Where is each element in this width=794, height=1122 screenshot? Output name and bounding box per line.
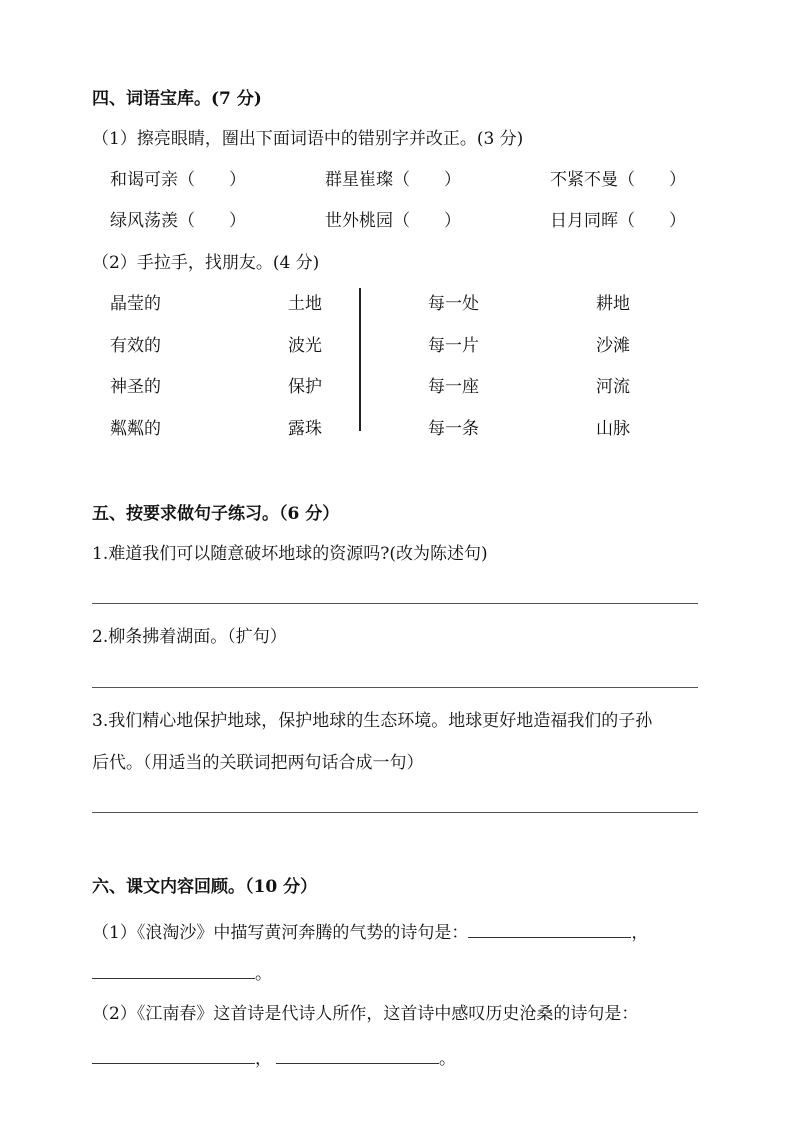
- word-item: 世外桃园（ ）: [325, 211, 461, 231]
- match-right-a: 每一条: [428, 419, 479, 439]
- section-4-q2-prompt: （2）手拉手，找朋友。(4 分): [92, 253, 320, 273]
- section-4-q1-prompt: （1）擦亮眼睛，圈出下面词语中的错别字并改正。(3 分): [92, 129, 524, 149]
- match-left-b: 土地: [288, 294, 322, 314]
- match-left-a: 晶莹的: [110, 294, 161, 314]
- match-right-b: 山脉: [596, 419, 630, 439]
- column-divider: [359, 288, 361, 431]
- match-left-b: 保护: [288, 377, 322, 397]
- fill-blank[interactable]: [276, 1048, 439, 1064]
- answer-line-3[interactable]: [92, 812, 698, 813]
- match-right-b: 耕地: [596, 294, 630, 314]
- section-5-q3-line2: 后代。（用适当的关联词把两句话合成一句）: [92, 753, 424, 773]
- word-item: 绿风荡羡（ ）: [110, 211, 246, 231]
- separator: ，: [255, 1049, 272, 1069]
- match-left-a: 神圣的: [110, 377, 161, 397]
- match-right-a: 每一座: [428, 377, 479, 397]
- match-left-a: 有效的: [110, 336, 161, 356]
- fill-blank[interactable]: [92, 1048, 255, 1064]
- section-6-q1-cont: [92, 963, 272, 983]
- match-left-b: 波光: [288, 336, 322, 356]
- section-5-q3-line1: 3.我们精心地保护地球，保护地球的生态环境。地球更好地造福我们的子孙: [92, 711, 653, 731]
- section-6-q2-cont: [92, 1048, 456, 1068]
- answer-line-2[interactable]: [92, 687, 698, 688]
- match-left-b: 露珠: [288, 419, 322, 439]
- section-6-q1-text: （1）《浪淘沙》中描写黄河奔腾的气势的诗句是：: [92, 923, 469, 943]
- fill-blank[interactable]: [92, 963, 255, 979]
- match-right-a: 每一片: [428, 336, 479, 356]
- section-5-q2: 2.柳条拂着湖面。（扩句）: [92, 627, 287, 647]
- match-right-b: 沙滩: [596, 336, 630, 356]
- word-item: 群星崔璨（ ）: [325, 170, 461, 190]
- match-right-b: 河流: [596, 377, 630, 397]
- end-mark: 。: [255, 964, 272, 984]
- separator: ，: [631, 923, 649, 943]
- section-4-title: 四、词语宝库。(7 分): [92, 89, 262, 109]
- word-item: 和谒可亲（ ）: [110, 170, 246, 190]
- word-item: 不紧不曼（ ）: [550, 170, 686, 190]
- fill-blank[interactable]: [468, 922, 631, 938]
- end-mark: 。: [439, 1049, 456, 1069]
- section-6-q1: [92, 922, 648, 942]
- section-6-title: 六、课文内容回顾。（10 分）: [92, 877, 318, 897]
- section-5-q1: 1.难道我们可以随意破坏地球的资源吗?(改为陈述句): [92, 544, 488, 564]
- match-left-a: 粼粼的: [110, 419, 161, 439]
- section-5-title: 五、按要求做句子练习。（6 分）: [92, 504, 340, 524]
- answer-line-1[interactable]: [92, 603, 698, 604]
- word-item: 日月同晖（ ）: [550, 211, 686, 231]
- match-right-a: 每一处: [428, 294, 479, 314]
- section-6-q2: （2）《江南春》这首诗是代诗人所作，这首诗中感叹历史沧桑的诗句是：: [92, 1004, 639, 1024]
